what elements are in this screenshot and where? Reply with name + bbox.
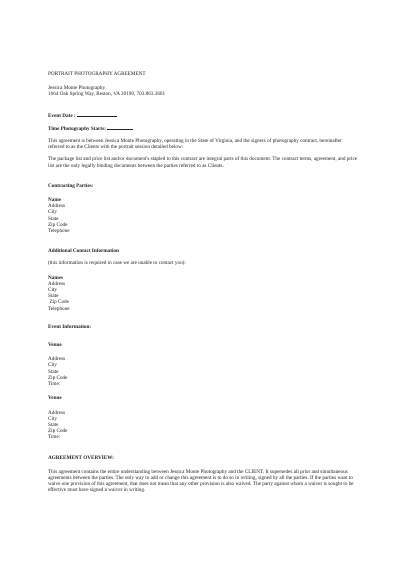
document-title: PORTRAIT PHOTOGRAPHY AGREEMENT [48, 71, 146, 77]
field-city: City [48, 287, 57, 294]
time-starts-blank [107, 125, 133, 130]
field-state: State [48, 293, 59, 300]
venue-state: State [48, 368, 59, 375]
intro-paragraph-2: The package list and price list and/or document's stapled to this contract are integral parts of this document. The contract terms, agreement, and price list are the only legally binding documents between the parties referred to as Clients. [48, 156, 358, 169]
venue-1 [48, 342, 358, 387]
event-date-row [48, 112, 358, 119]
venue-time: Time: [48, 434, 61, 441]
event-date-label: Event Date : [48, 112, 76, 119]
overview-heading: AGREEMENT OVERVIEW: [48, 454, 114, 461]
agreement-body [48, 71, 358, 494]
event-date-blank [77, 112, 117, 117]
field-address: Address [48, 203, 66, 210]
venue-2 [48, 395, 358, 440]
venue-heading: Venue [48, 342, 62, 349]
overview-paragraph: This agreement contains the entire understanding between Jessica Monte Photography and the CLIENT. It supersedes all prior and simultaneous agreements between the parties. The only way to add or change this agreement is to do so in writing, signed by all the parties. If the parties want to waive one provision of this agreement, that does not mean that any other provision is also waived. The party against whom a waiver is sought to be effective must have signed a waiver in writing. [48, 468, 354, 494]
field-state: State [48, 215, 59, 222]
field-telephone: Telephone [48, 305, 70, 312]
field-zip: Zip Code [49, 299, 69, 306]
venue-address: Address [48, 356, 66, 363]
field-telephone: Telephone [48, 228, 70, 235]
contact-fields [48, 275, 358, 312]
venue-address: Address [48, 409, 66, 416]
venue-city: City [48, 415, 57, 422]
field-names: Names [48, 274, 63, 281]
field-address: Address [48, 280, 66, 287]
party-fields [48, 197, 358, 234]
venue-heading: Venue [48, 395, 62, 402]
contracting-parties-heading: Contracting Parties: [48, 182, 94, 189]
venue-zip: Zip Code [48, 428, 68, 435]
field-name: Name [48, 197, 61, 204]
field-zip: Zip Code [48, 221, 68, 228]
venue-state: State [48, 421, 59, 428]
venue-city: City [48, 362, 57, 369]
time-starts-label: Time Photography Starts: [48, 125, 106, 132]
company-name: Jessica Monte Photography [48, 85, 106, 92]
venue-time: Time: [48, 381, 61, 388]
additional-contact-note: (this information is required in case we are unable to contact you): [48, 260, 186, 267]
intro-paragraph-1: This agreement is between Jessica Monte Photography, operating in the State of Virginia, and the signers of photography contract, hereinafter referred to as the Clients with the portrait session detailed below: [48, 138, 342, 151]
event-info-heading: Event Information: [48, 323, 92, 330]
company-address: 1664 Oak Spring Way, Reston, VA 20190, 703.863.3601 [48, 91, 166, 98]
venue-zip: Zip Code [48, 374, 68, 381]
field-city: City [48, 209, 57, 216]
time-starts-row [48, 125, 358, 132]
additional-contact-heading: Additional Contact Information [48, 248, 119, 255]
